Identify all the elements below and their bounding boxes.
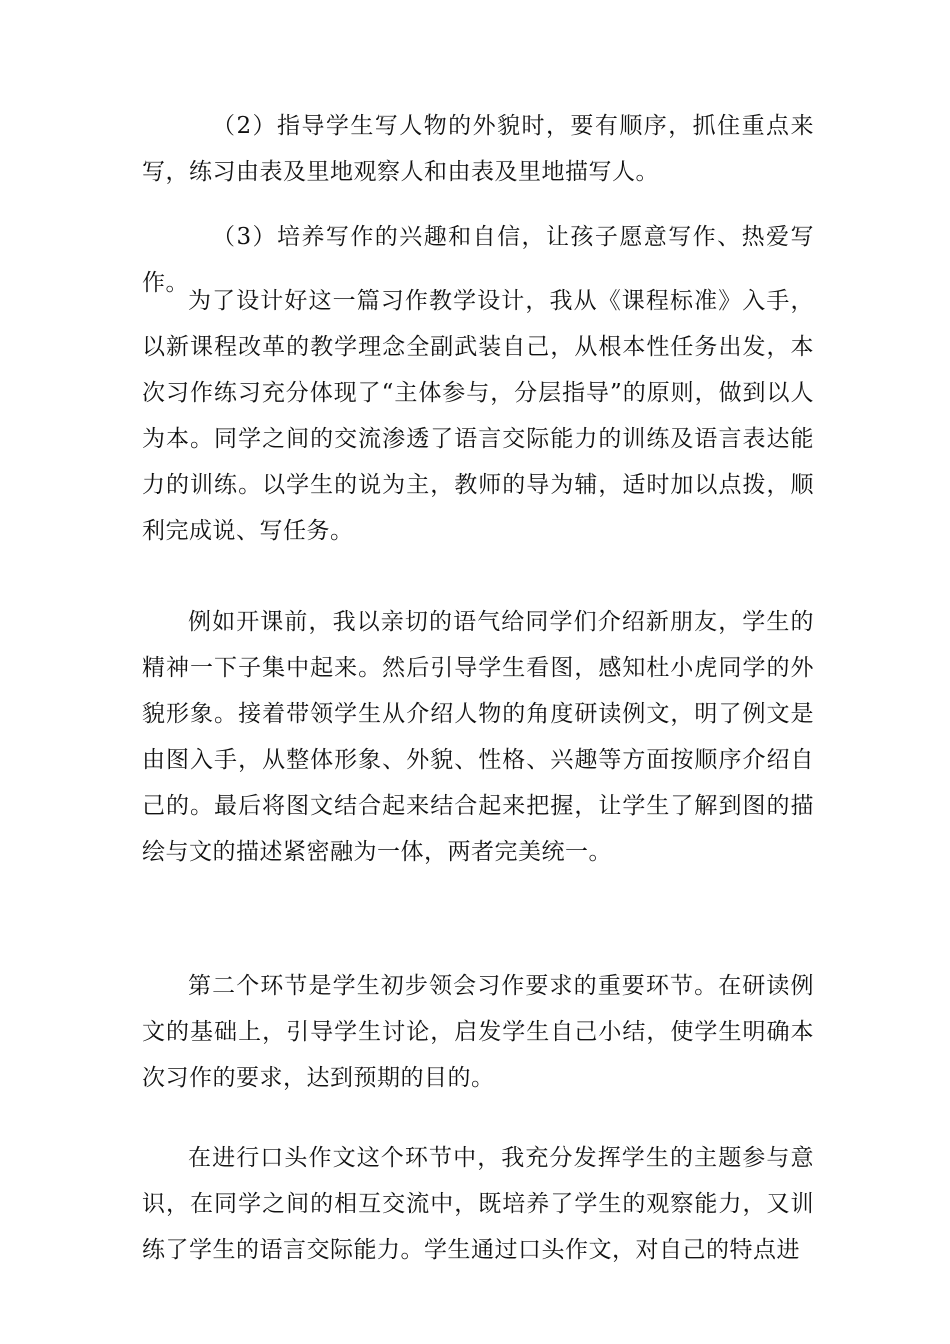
paragraph-objective-2: （2）指导学生写人物的外貌时，要有顺序，抓住重点来写，练习由表及里地观察人和由表及里地描写人。 (142, 113, 814, 185)
paragraph-example-opening: 例如开课前，我以亲切的语气给同学们介绍新朋友，学生的精神一下子集中起来。然后引导学生看图，感知杜小虎同学的外貌形象。接着带领学生从介绍人物的角度研读例文，明了例文是由图入手，从整体形象、外貌、性格、兴趣等方面按顺序介绍自己的。最后将图文结合起来结合起来把握，让学生了解到图的描绘与文的描述紧密融为一体，两者完美统一。 (142, 609, 814, 865)
paragraph-oral-composition: 在进行口头作文这个环节中，我充分发挥学生的主题参与意识，在同学之间的相互交流中，既培养了学生的观察能力，又训练了学生的语言交际能力。学生通过口头作文，对自己的特点进 (142, 1145, 814, 1263)
paragraph-design-intro: 为了设计好这一篇习作教学设计，我从《课程标准》入手，以新课程改革的教学理念全副武装自己，从根本性任务出发，本次习作练习充分体现了“主体参与，分层指导”的原则，做到以人为本。同学之间的交流渗透了语言交际能力的训练及语言表达能力的训练。以学生的说为主，教师的导为辅，适时加以点拨，顺利完成说、写任务。 (142, 288, 814, 544)
paragraph-second-stage: 第二个环节是学生初步领会习作要求的重要环节。在研读例文的基础上，引导学生讨论，启发学生自己小结，使学生明确本次习作的要求，达到预期的目的。 (142, 973, 814, 1091)
paragraph-objective-3: （3）培养写作的兴趣和自信，让孩子愿意写作、热爱写作。 (142, 224, 814, 296)
